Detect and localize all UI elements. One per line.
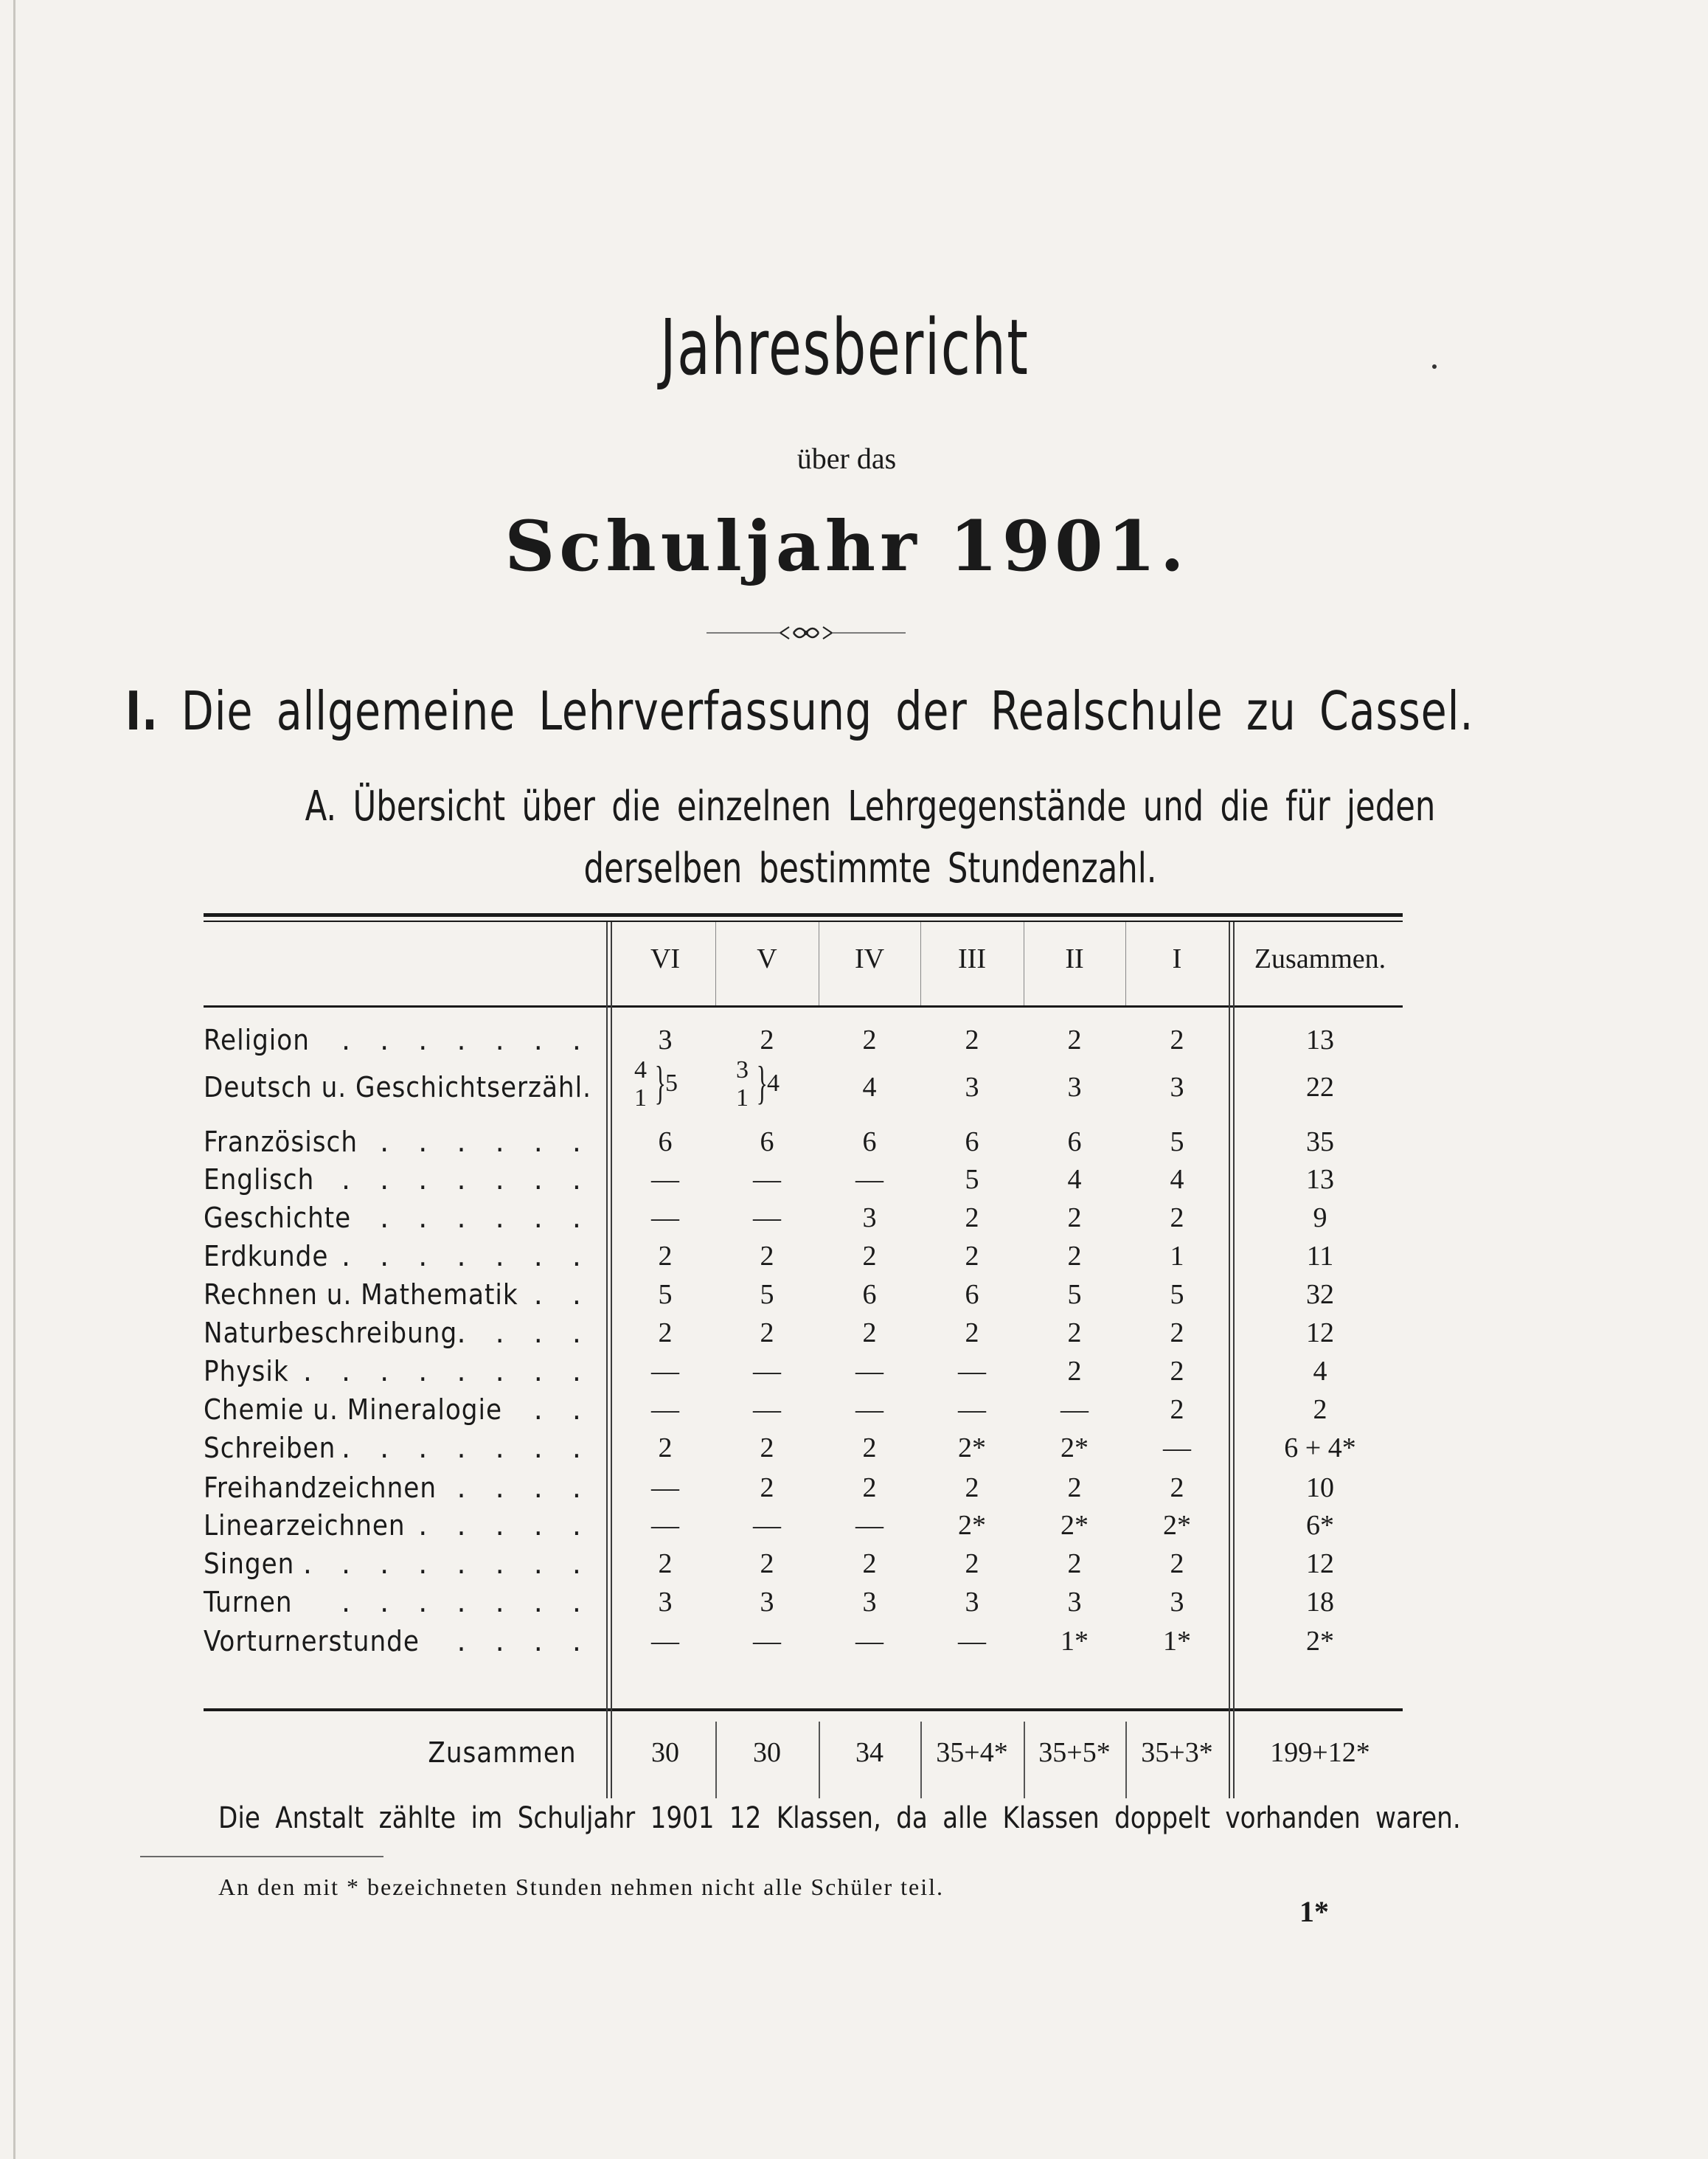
subject-name	[204, 1317, 602, 1349]
table-header-rule	[204, 1005, 1403, 1008]
hours-cell: 2	[862, 1317, 877, 1348]
hours-cell: 2	[760, 1472, 774, 1503]
total-cell: 30	[753, 1737, 781, 1768]
hours-cell: 6	[760, 1126, 774, 1157]
table-label-divider-double	[611, 922, 612, 1798]
hours-cell: 6	[1067, 1126, 1082, 1157]
subject-name	[204, 1432, 602, 1464]
hours-cell: 2*	[1060, 1432, 1089, 1463]
subject-name	[204, 1240, 602, 1272]
subsection-heading	[249, 776, 1492, 900]
subject-label: Englisch	[204, 1163, 315, 1196]
hours-cell: —	[651, 1394, 679, 1425]
hours-cell: —	[958, 1394, 986, 1425]
subject-name	[204, 1472, 602, 1504]
hours-cell: 4	[1067, 1164, 1082, 1195]
hours-cell: 5	[1170, 1279, 1184, 1310]
leader-dots: . . . .	[456, 1317, 591, 1349]
hours-cell: 3	[658, 1025, 673, 1056]
leader-dots: . .	[533, 1393, 591, 1426]
subject-name	[204, 1071, 602, 1103]
subject-name	[204, 1163, 602, 1196]
hours-cell: 2	[1067, 1472, 1082, 1503]
subsection-line-1: A. Übersicht über die einzelnen Lehrgegenstände und die für jeden	[305, 783, 1436, 831]
table-column-divider	[1125, 922, 1126, 1005]
leader-dots: . . . . . . .	[341, 1432, 591, 1464]
page-edge	[13, 0, 15, 2159]
column-header: V	[757, 943, 777, 974]
hours-cell: 2	[965, 1472, 979, 1503]
hours-cell: 2	[862, 1025, 877, 1056]
sheet-signature: 1*	[1299, 1895, 1329, 1928]
fraction-total: 5	[665, 1070, 678, 1097]
leader-dots: . . . . . . .	[341, 1024, 591, 1056]
fraction-upper: 4	[634, 1056, 647, 1084]
leader-dots: . .	[533, 1278, 591, 1311]
hours-cell: —	[651, 1626, 679, 1657]
hours-cell: 6	[965, 1126, 979, 1157]
hours-cell: 2	[658, 1241, 673, 1272]
hours-cell: —	[651, 1356, 679, 1387]
hours-cell: —	[855, 1164, 883, 1195]
subject-label: Rechnen u. Mathematik	[204, 1278, 518, 1311]
hours-cell: —	[753, 1164, 781, 1195]
hours-cell: 2*	[1306, 1626, 1334, 1657]
subject-label: Naturbeschreibung	[204, 1317, 458, 1349]
subject-label: Erdkunde	[204, 1240, 329, 1272]
table-column-divider	[715, 922, 716, 1005]
hours-cell: 2	[1170, 1394, 1184, 1425]
hours-cell: 5	[965, 1164, 979, 1195]
subject-label: Religion	[204, 1024, 310, 1056]
table-total-divider	[1229, 922, 1230, 1798]
hours-cell: 2	[862, 1548, 877, 1579]
hours-cell: 6*	[1306, 1510, 1334, 1541]
hours-cell: 2	[965, 1317, 979, 1348]
subject-name	[204, 1024, 602, 1056]
leader-dots: . . . . . .	[380, 1202, 591, 1234]
hours-cell: 2	[658, 1432, 673, 1463]
hours-cell: —	[651, 1202, 679, 1233]
hours-cell: —	[651, 1510, 679, 1541]
subject-name	[204, 1393, 602, 1426]
subject-label: Schreiben	[204, 1432, 336, 1464]
hours-cell: 6	[862, 1279, 877, 1310]
hours-cell: —	[855, 1394, 883, 1425]
hours-cell: —	[753, 1510, 781, 1541]
leader-dots: . . . . .	[418, 1509, 591, 1542]
subject-label: Französisch	[204, 1126, 358, 1158]
column-header: Zusammen.	[1254, 943, 1386, 974]
hours-cell: 2	[1067, 1317, 1082, 1348]
hours-cell: 11	[1306, 1241, 1334, 1272]
column-header: VI	[650, 943, 681, 974]
hours-cell: 2	[760, 1025, 774, 1056]
leader-dots: . . . . . . .	[341, 1586, 591, 1618]
hours-cell: 6	[658, 1126, 673, 1157]
leader-dots: . . . . . . . .	[302, 1355, 591, 1387]
hours-cell: 2	[1170, 1548, 1184, 1579]
hours-cell: 2	[965, 1241, 979, 1272]
fraction-brace: }	[756, 1056, 768, 1109]
hours-cell: 3	[1067, 1072, 1082, 1103]
hours-cell: 9	[1313, 1202, 1327, 1233]
fraction-lower: 1	[736, 1084, 749, 1112]
subsection-line-2: derselben bestimmte Stundenzahl.	[583, 845, 1157, 893]
hours-cell: 3	[1170, 1587, 1184, 1618]
fraction-brace: }	[654, 1056, 667, 1109]
hours-cell: 22	[1306, 1072, 1334, 1103]
total-cell: 35+4*	[936, 1737, 1008, 1768]
lesson-hours-table	[204, 913, 1403, 1798]
hours-cell: 6 + 4*	[1284, 1432, 1356, 1463]
hours-cell: 3	[862, 1587, 877, 1618]
hours-cell: —	[753, 1626, 781, 1657]
table-column-divider	[920, 922, 921, 1005]
hours-cell: 10	[1306, 1472, 1334, 1503]
subject-label: Freihandzeichnen	[204, 1472, 437, 1504]
hours-cell: —	[855, 1356, 883, 1387]
table-body-end-rule	[204, 1708, 1403, 1711]
leader-dots: . . . . . .	[380, 1126, 591, 1158]
subject-name	[204, 1586, 602, 1618]
hours-cell: —	[753, 1356, 781, 1387]
hours-cell: 2	[862, 1472, 877, 1503]
hours-cell: 2	[658, 1548, 673, 1579]
totals-label: Zusammen	[428, 1736, 577, 1769]
hours-cell: 2	[1067, 1548, 1082, 1579]
hours-cell: 2	[862, 1432, 877, 1463]
hours-cell: 3	[1067, 1587, 1082, 1618]
hours-cell: 2	[760, 1317, 774, 1348]
hours-cell: 2	[1170, 1356, 1184, 1387]
hours-cell: —	[753, 1394, 781, 1425]
leader-dots: . . . . . . .	[341, 1163, 591, 1196]
hours-cell: —	[855, 1626, 883, 1657]
hours-cell: 3	[1170, 1072, 1184, 1103]
subject-name	[204, 1509, 602, 1542]
hours-cell: 4	[1170, 1164, 1184, 1195]
hours-cell: 2	[965, 1202, 979, 1233]
subject-label: Linearzeichnen	[204, 1509, 406, 1542]
hours-cell: —	[958, 1626, 986, 1657]
hours-cell: 3	[760, 1587, 774, 1618]
column-header: IV	[854, 943, 885, 974]
hours-cell: 2	[760, 1241, 774, 1272]
hours-cell: —	[651, 1472, 679, 1503]
hours-cell: 2	[760, 1432, 774, 1463]
hours-cell: 13	[1306, 1025, 1334, 1056]
hours-cell: 2	[1170, 1317, 1184, 1348]
subject-label: Physik	[204, 1355, 289, 1387]
hours-cell: 4	[862, 1072, 877, 1103]
hours-cell: —	[651, 1164, 679, 1195]
hours-cell: 12	[1306, 1548, 1334, 1579]
hours-cell: 2*	[958, 1432, 986, 1463]
section-title: Die allgemeine Lehrverfassung der Realschule zu Cassel.	[181, 680, 1474, 742]
page-title: Jahresbericht	[660, 302, 1030, 392]
hours-cell: 2	[1170, 1025, 1184, 1056]
hours-cell: 2	[1313, 1394, 1327, 1425]
hours-cell: 3	[658, 1587, 673, 1618]
hours-cell: 2	[965, 1025, 979, 1056]
table-label-divider	[606, 922, 608, 1798]
class-count-note: Die Anstalt zählte im Schuljahr 1901 12 Klassen, da alle Klassen doppelt vorhanden waren.	[218, 1801, 1461, 1835]
hours-cell: 1	[1170, 1241, 1184, 1272]
hours-cell: 2*	[1060, 1510, 1089, 1541]
footnote-rule	[140, 1856, 383, 1857]
hours-cell: 1*	[1163, 1626, 1191, 1657]
subject-name	[204, 1625, 602, 1657]
hours-cell: —	[1163, 1432, 1191, 1463]
subject-name	[204, 1548, 602, 1580]
fraction-upper: 3	[736, 1056, 749, 1084]
column-header: II	[1065, 943, 1084, 974]
table-top-rule-thin	[204, 921, 1403, 922]
hours-cell: —	[958, 1356, 986, 1387]
hours-cell: —	[753, 1202, 781, 1233]
leader-dots: . . . . . . . .	[302, 1548, 591, 1580]
hours-cell: 4	[1313, 1356, 1327, 1387]
hours-cell: 3	[965, 1587, 979, 1618]
hours-cell: 6	[862, 1126, 877, 1157]
hours-cell: 2	[760, 1548, 774, 1579]
hours-cell: 2	[1067, 1025, 1082, 1056]
subject-label: Vorturnerstunde	[204, 1625, 420, 1657]
total-cell: 199+12*	[1270, 1737, 1370, 1768]
hours-cell: 5	[1170, 1126, 1184, 1157]
subject-name	[204, 1126, 602, 1158]
subject-name	[204, 1355, 602, 1387]
asterisk-footnote: An den mit * bezeichneten Stunden nehmen nicht alle Schüler teil.	[218, 1874, 944, 1900]
hours-cell: 35	[1306, 1126, 1334, 1157]
total-cell: 34	[855, 1737, 883, 1768]
hours-cell: 12	[1306, 1317, 1334, 1348]
subject-label: Chemie u. Mineralogie	[204, 1393, 503, 1426]
hours-cell: 2	[1067, 1202, 1082, 1233]
hours-cell: 5	[1067, 1279, 1082, 1310]
subject-name	[204, 1202, 602, 1234]
hours-cell: 2	[1067, 1356, 1082, 1387]
hours-cell: 13	[1306, 1164, 1334, 1195]
hours-cell: 2	[965, 1548, 979, 1579]
total-cell: 35+5*	[1038, 1737, 1111, 1768]
column-header: I	[1172, 943, 1182, 974]
hours-cell: 2*	[958, 1510, 986, 1541]
hours-cell: 3	[965, 1072, 979, 1103]
hours-cell: 2	[1170, 1472, 1184, 1503]
school-year-heading: Schuljahr 1901.	[504, 506, 1189, 587]
fraction-total: 4	[767, 1070, 780, 1097]
subject-label: Deutsch u. Geschichtserzähl.	[204, 1071, 591, 1103]
hours-cell: 3	[862, 1202, 877, 1233]
hours-cell: 18	[1306, 1587, 1334, 1618]
hours-cell: —	[1060, 1394, 1089, 1425]
hours-cell: 2	[1067, 1241, 1082, 1272]
hours-cell: 2	[862, 1241, 877, 1272]
subject-label: Turnen	[204, 1586, 293, 1618]
hours-cell: 2	[658, 1317, 673, 1348]
hours-cell: 5	[658, 1279, 673, 1310]
section-number: I.	[125, 680, 159, 742]
table-total-divider-double	[1233, 922, 1235, 1798]
table-top-rule	[204, 913, 1403, 917]
hours-cell: 2	[1170, 1202, 1184, 1233]
leader-dots: . . . .	[456, 1472, 591, 1504]
section-heading	[125, 680, 1474, 742]
total-cell: 30	[651, 1737, 679, 1768]
page-subtitle: über das	[796, 442, 897, 475]
hours-cell: 1*	[1060, 1626, 1089, 1657]
subject-name	[204, 1278, 602, 1311]
subject-label: Geschichte	[204, 1202, 352, 1234]
leader-dots: . . . . . . .	[341, 1240, 591, 1272]
hours-cell: —	[855, 1510, 883, 1541]
ornament-divider	[707, 618, 906, 648]
total-cell: 35+3*	[1141, 1737, 1213, 1768]
subject-label: Singen	[204, 1548, 295, 1580]
fraction-lower: 1	[634, 1084, 647, 1112]
hours-cell: 5	[760, 1279, 774, 1310]
column-header: III	[958, 943, 986, 974]
hours-cell: 2*	[1163, 1510, 1191, 1541]
leader-dots: . . . .	[456, 1625, 591, 1657]
hours-cell: 6	[965, 1279, 979, 1310]
hours-cell: 32	[1306, 1279, 1334, 1310]
